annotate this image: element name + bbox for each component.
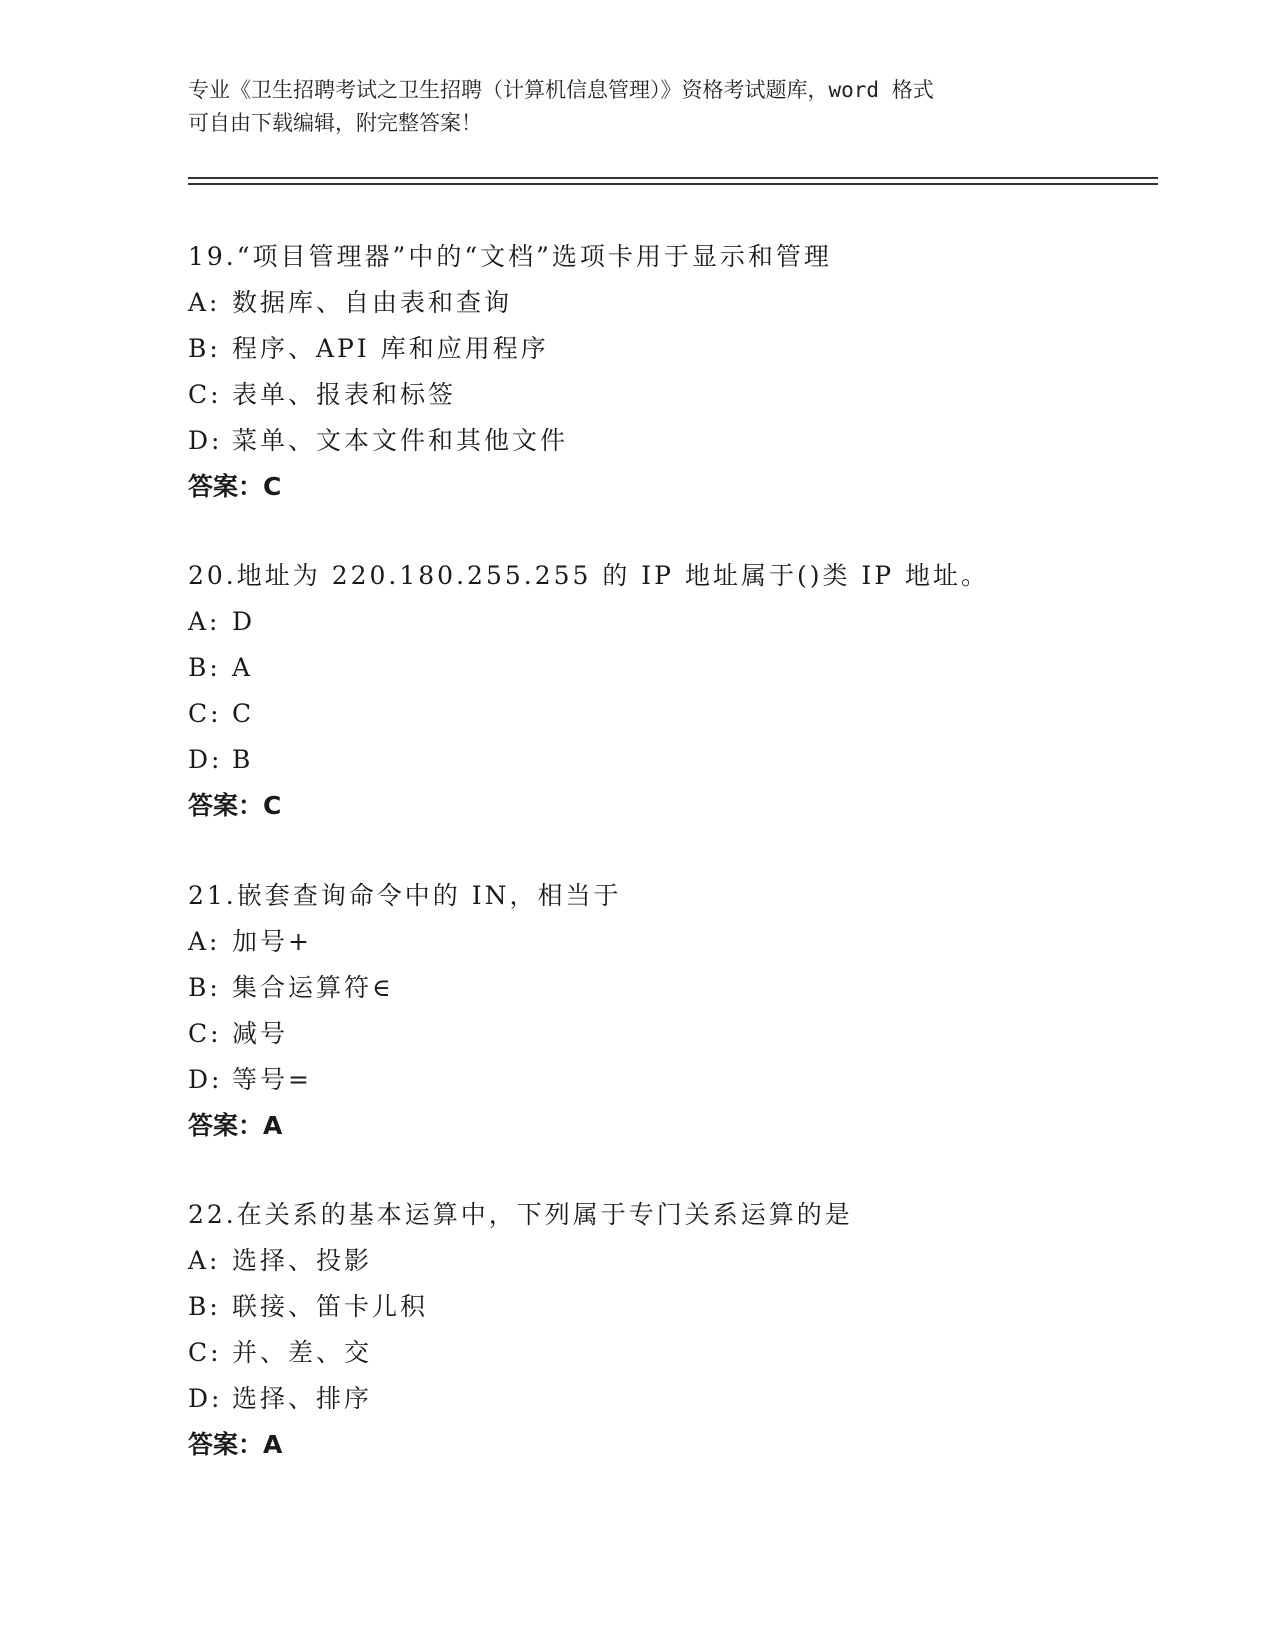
answer-line (188, 464, 1148, 510)
option-a (188, 280, 1148, 326)
answer-label: 答案： (188, 1430, 264, 1459)
option-text: 菜单、文本文件和其他文件 (232, 426, 569, 455)
question-stem: 19.“项目管理器”中的“文档”选项卡用于显示和管理 (188, 242, 832, 271)
option-c (188, 1330, 1148, 1376)
option-letter: A: (188, 1246, 221, 1275)
question-stem: 20.地址为 220.180.255.255 的 IP 地址属于()类 IP 地址。 (188, 561, 990, 590)
option-letter: B: (188, 1292, 221, 1321)
answer-value: C (263, 472, 282, 501)
option-text: D (232, 607, 256, 636)
option-letter: B: (188, 334, 221, 363)
option-letter: A: (188, 607, 221, 636)
answer-value: A (263, 1111, 283, 1140)
option-text: 并、差、交 (232, 1338, 373, 1367)
option-letter: D: (188, 426, 223, 455)
option-c (188, 691, 1148, 737)
option-text: A (232, 653, 254, 682)
question-20 (188, 553, 1148, 829)
answer-label: 答案： (188, 791, 264, 820)
question-22 (188, 1192, 1148, 1468)
option-d (188, 418, 1148, 464)
answer-label: 答案： (188, 472, 264, 501)
option-text: 加号+ (232, 927, 312, 956)
header-divider-top (188, 177, 1158, 179)
option-letter: C: (188, 1338, 222, 1367)
option-letter: A: (188, 927, 221, 956)
option-text: 集合运算符∈ (232, 973, 394, 1002)
answer-line (188, 1103, 1148, 1149)
option-text: 联接、笛卡儿积 (232, 1292, 429, 1321)
option-letter: D: (188, 1384, 223, 1413)
answer-line (188, 783, 1148, 829)
answer-line (188, 1422, 1148, 1468)
option-text: B (232, 745, 254, 774)
option-letter: C: (188, 380, 222, 409)
option-letter: C: (188, 699, 222, 728)
option-c (188, 372, 1148, 418)
option-b (188, 645, 1148, 691)
question-19 (188, 234, 1148, 510)
option-b (188, 326, 1148, 372)
option-d (188, 1057, 1148, 1103)
option-letter: B: (188, 973, 221, 1002)
option-c (188, 1011, 1148, 1057)
option-letter: A: (188, 288, 221, 317)
option-a (188, 599, 1148, 645)
question-stem: 21.嵌套查询命令中的 IN，相当于 (188, 881, 622, 910)
question-stem: 22.在关系的基本运算中，下列属于专门关系运算的是 (188, 1200, 853, 1229)
option-b (188, 965, 1148, 1011)
option-text: 选择、排序 (232, 1384, 373, 1413)
header-divider-bottom (188, 183, 1158, 185)
option-b (188, 1284, 1148, 1330)
header-line-2: 可自由下载编辑，附完整答案！ (188, 111, 482, 135)
option-letter: B: (188, 653, 221, 682)
option-text: 选择、投影 (232, 1246, 373, 1275)
option-a (188, 919, 1148, 965)
answer-value: C (263, 791, 282, 820)
option-text: 等号= (232, 1065, 312, 1094)
option-letter: C: (188, 1019, 222, 1048)
document-header (188, 74, 1088, 140)
answer-value: A (263, 1430, 283, 1459)
option-d (188, 737, 1148, 783)
question-21 (188, 873, 1148, 1149)
option-text: C (232, 699, 255, 728)
option-text: 程序、API 库和应用程序 (232, 334, 549, 363)
option-a (188, 1238, 1148, 1284)
option-text: 表单、报表和标签 (232, 380, 457, 409)
option-text: 数据库、自由表和查询 (232, 288, 513, 317)
option-text: 减号 (232, 1019, 289, 1048)
header-line-1: 专业《卫生招聘考试之卫生招聘（计算机信息管理）》资格考试题库，word 格式 (188, 78, 934, 102)
option-letter: D: (188, 1065, 223, 1094)
option-d (188, 1376, 1148, 1422)
answer-label: 答案： (188, 1111, 264, 1140)
option-letter: D: (188, 745, 223, 774)
